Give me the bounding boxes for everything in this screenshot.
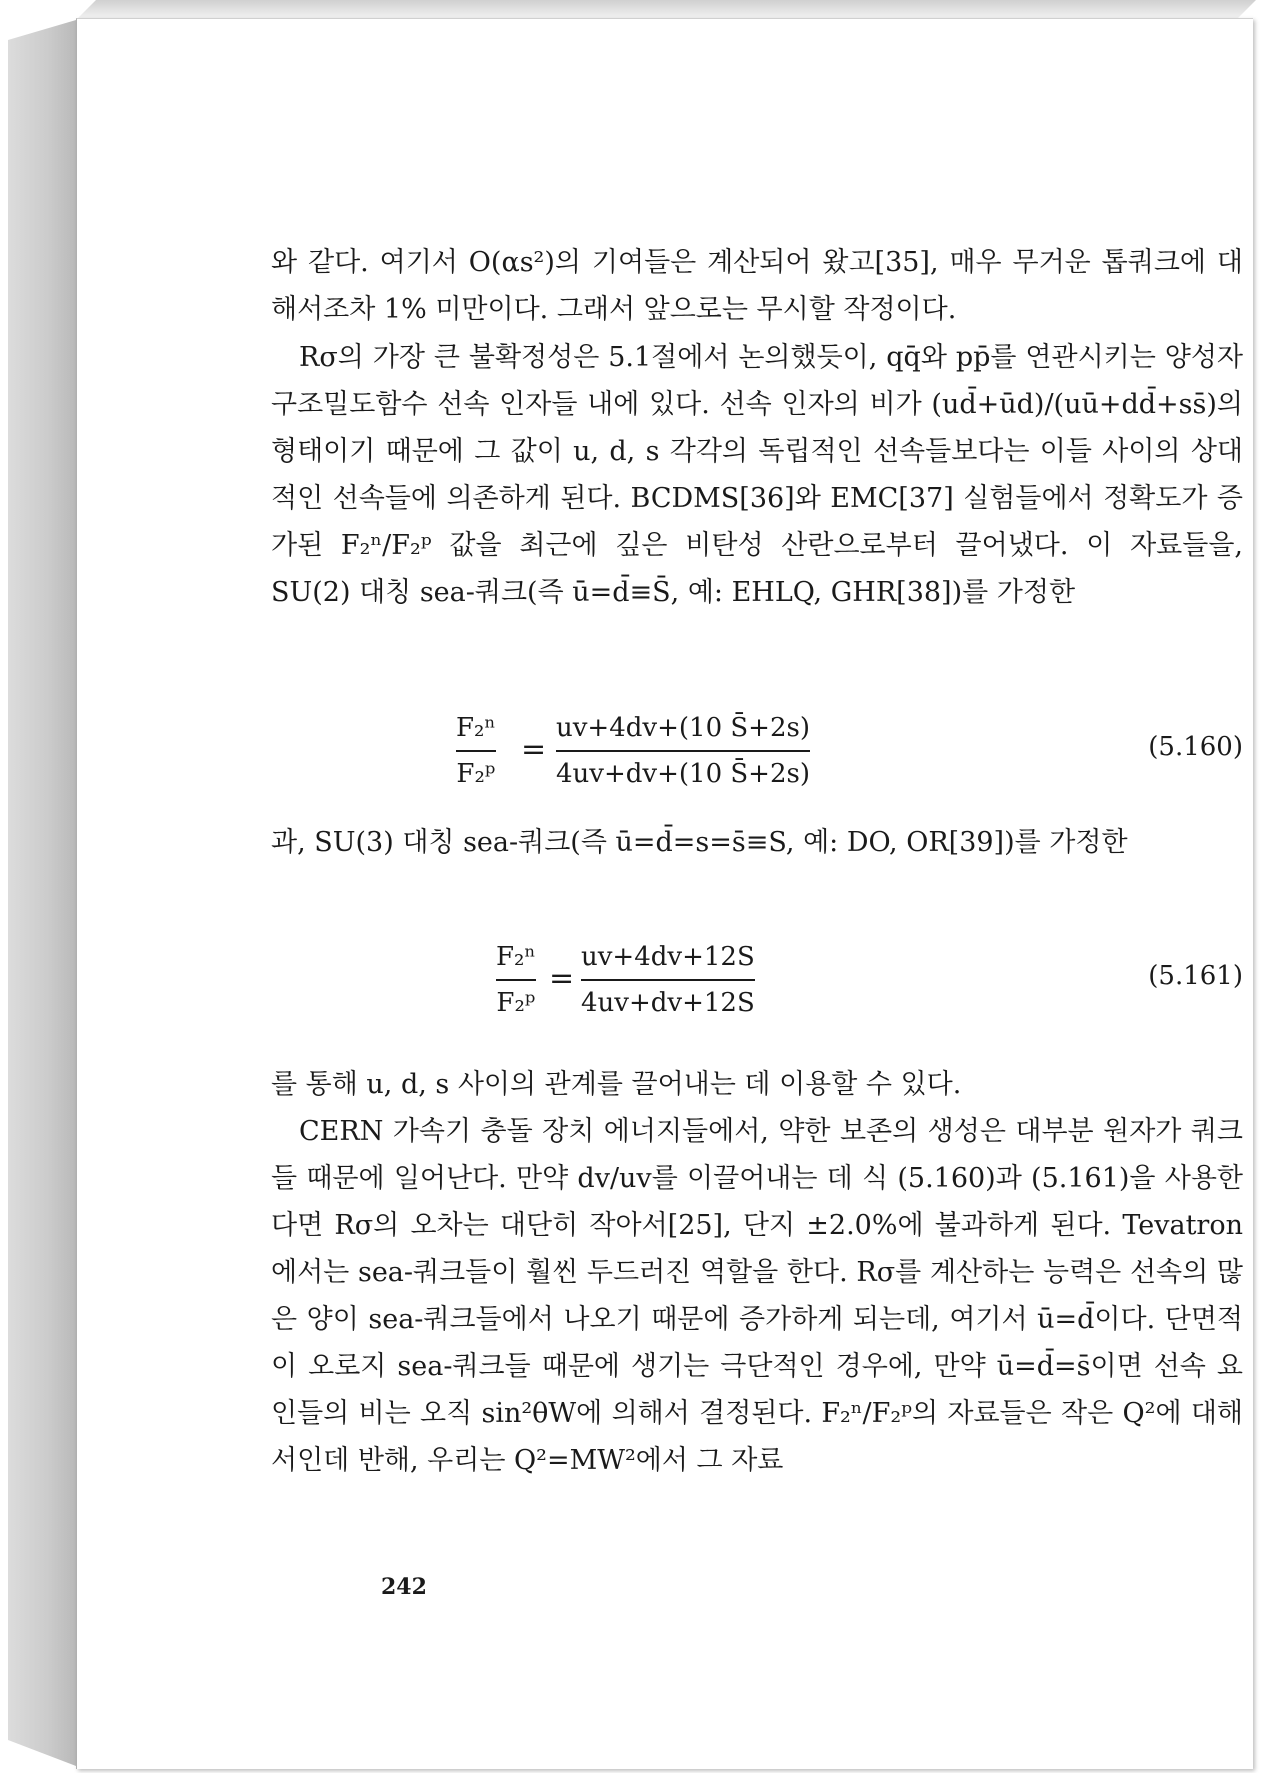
equation-1-rhs-denominator: 4uv+dv+(10 S̄+2s) — [556, 759, 810, 789]
fraction-bar — [456, 750, 496, 752]
equation-1-lhs-denominator: F₂ᵖ — [456, 759, 496, 789]
paragraph-1: 와 같다. 여기서 O(αs²)의 기여들은 계산되어 왔고[35], 매우 무거운 톱쿼크에 대해서조차 1% 미만이다. 그래서 앞으로는 무시할 작정이다. — [271, 247, 1243, 325]
paragraph-5: CERN 가속기 충돌 장치 에너지들에서, 약한 보존의 생성은 대부분 원자가 쿼크들 때문에 일어난다. 만약 dv/uv를 이끌어내는 데 식 (5.160)과 (5.161)을 사용한다면 Rσ의 오차는 대단히 작아서[25], 단지 ±2.0%에 불과하게 된다. Tevatron에서는 sea-쿼크들이 훨씬 두드러진 역할을 한다. Rσ를 계산하는 능력은 선속의 많은 양이 sea-쿼크들에서 나오기 때문에 증가하게 되는데, 여기서 ū=d̄이다. 단면적이 오로지 sea-쿼크들 때문에 생기는 극단적인 경우에, 만약 ū=d̄=s̄이면 선속 요인들의 비는 오직 sin²θW에 의해서 결정된다. F₂ⁿ/F₂ᵖ의 자료들은 작은 Q²에 대해서인데 반해, 우리는 Q²=MW²에서 그 자료 — [271, 1116, 1243, 1476]
equation-2-lhs — [496, 939, 536, 1021]
equation-5-161 — [271, 939, 1243, 1019]
fraction-bar — [496, 979, 536, 981]
equation-1-lhs-numerator: F₂ⁿ — [456, 713, 496, 743]
page-number: 242 — [381, 1574, 427, 1600]
equation-2-rhs-denominator: 4uv+dv+12S — [581, 988, 755, 1018]
fraction-bar — [556, 750, 810, 752]
book-top-edge — [76, 0, 1256, 20]
equation-2-number: (5.161) — [1148, 961, 1243, 991]
equation-2-equals: = — [549, 961, 575, 996]
book-page — [76, 18, 1253, 1769]
equation-1-rhs-numerator: uv+4dv+(10 S̄+2s) — [556, 713, 810, 743]
equation-1-number: (5.160) — [1148, 732, 1243, 762]
equation-5-160 — [271, 702, 1243, 802]
equation-2-lhs-numerator: F₂ⁿ — [496, 942, 536, 972]
equation-1-rhs — [556, 710, 810, 792]
equation-1-equals: = — [521, 732, 547, 767]
paragraph-4: 를 통해 u, d, s 사이의 관계를 끌어내는 데 이용할 수 있다. — [271, 1069, 962, 1100]
book-spine-edge — [8, 20, 76, 1766]
equation-2-rhs — [581, 939, 755, 1021]
equation-2-lhs-denominator: F₂ᵖ — [496, 988, 536, 1018]
paragraph-3: 과, SU(3) 대칭 sea-쿼크(즉 ū=d̄=s=s̄≡S, 예: DO, OR[39])를 가정한 — [271, 827, 1128, 858]
paragraph-2: Rσ의 가장 큰 불확정성은 5.1절에서 논의했듯이, qq̄와 pp̄를 연관시키는 양성자 구조밀도함수 선속 인자들 내에 있다. 선속 인자의 비가 (ud̄+ūd)/(uū+dd̄+ss̄)의 형태이기 때문에 그 값이 u, d, s 각각의 독립적인 선속들보다는 이들 사이의 상대적인 선속들에 의존하게 된다. BCDMS[36]와 EMC[37] 실험들에서 정확도가 증가된 F₂ⁿ/F₂ᵖ 값을 최근에 깊은 비탄성 산란으로부터 끌어냈다. 이 자료들을, SU(2) 대칭 sea-쿼크(즉 ū=d̄≡S̄, 예: EHLQ, GHR[38])를 가정한 — [271, 342, 1243, 608]
equation-1-lhs — [456, 710, 496, 792]
fraction-bar — [581, 979, 755, 981]
equation-2-rhs-numerator: uv+4dv+12S — [581, 942, 755, 972]
